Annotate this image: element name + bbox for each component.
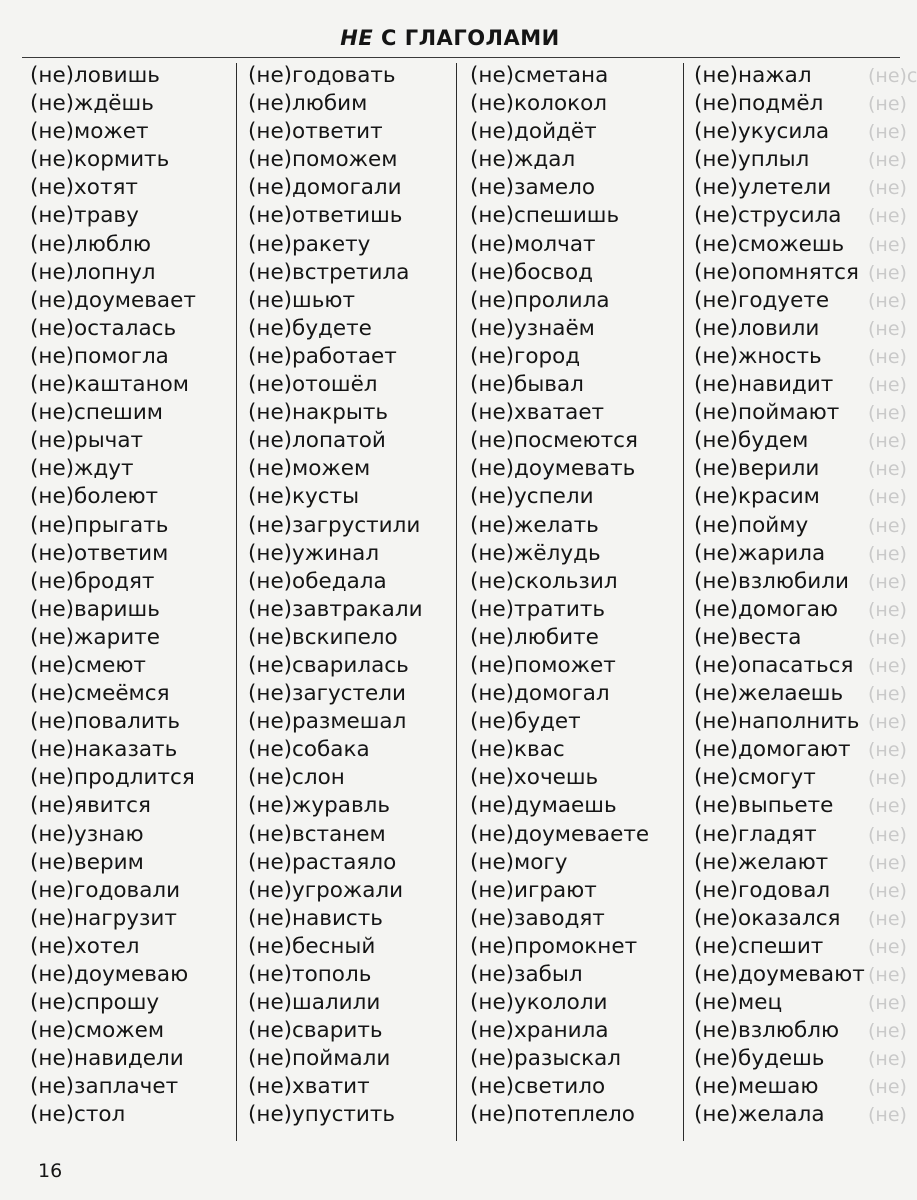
word-item: (не)хватает	[470, 400, 605, 426]
word-item: (не)размешал	[248, 709, 407, 735]
bleed-text: (не)	[868, 1020, 907, 1043]
word-item: (не)нагрузит	[30, 905, 177, 931]
word-item: (не)домогали	[248, 175, 402, 201]
word-item: (не)босвод	[470, 259, 593, 285]
bleed-text: (не)	[868, 542, 907, 565]
word-item: (не)можем	[248, 456, 371, 482]
word-item: (не)спешишь	[470, 203, 620, 229]
facing-page-bleed	[862, 62, 917, 1130]
word-item: (не)доумевают	[694, 962, 865, 987]
bleed-text: (не)	[868, 598, 907, 621]
bleed-text: (не)	[868, 233, 907, 256]
bleed-text: (не)	[868, 795, 907, 818]
word-item: (не)хранила	[470, 1018, 609, 1044]
bleed-text: (не)	[868, 205, 907, 228]
word-item: (не)тратить	[470, 596, 606, 622]
word-item: (не)жарила	[694, 540, 826, 566]
word-item: (не)встанем	[248, 821, 386, 847]
title-divider	[22, 57, 900, 58]
word-item: (не)будешь	[694, 1046, 825, 1072]
word-item: (не)доумевает	[30, 287, 196, 313]
word-item: (не)стол	[30, 1102, 126, 1128]
word-item: (не)сварить	[248, 1018, 383, 1044]
word-item: (не)тополь	[248, 962, 372, 987]
word-item: (не)явится	[30, 793, 151, 819]
word-item: (не)осталась	[30, 315, 177, 341]
bleed-text: (не)	[868, 1104, 907, 1127]
bleed-text: (не)	[868, 851, 907, 874]
word-item: (не)домогал	[470, 681, 610, 707]
word-item: (не)любите	[470, 624, 599, 650]
word-item: (не)уплыл	[694, 147, 810, 173]
word-item: (не)может	[30, 119, 149, 145]
word-item: (не)спешим	[30, 400, 164, 426]
word-item: (не)угрожали	[248, 877, 404, 903]
word-item: (не)узнаём	[470, 315, 595, 341]
bleed-text: (не)	[868, 345, 907, 368]
word-item: (не)работает	[248, 343, 397, 369]
bleed-text: (не)	[868, 683, 907, 706]
bleed-text: (не)	[868, 289, 907, 312]
bleed-text: (не)	[868, 907, 907, 930]
bleed-text: (не)	[868, 317, 907, 340]
word-item: (не)разыскал	[470, 1046, 622, 1072]
word-item: (не)мешаю	[694, 1074, 819, 1100]
word-item: (не)кусты	[248, 484, 360, 510]
word-item: (не)прыгать	[30, 512, 169, 538]
word-item: (не)светило	[470, 1074, 606, 1100]
bleed-text: (не)	[868, 1048, 907, 1071]
word-item: (не)взлюбили	[694, 568, 849, 594]
word-item: (не)мец	[694, 990, 783, 1016]
word-item: (не)хотят	[30, 175, 138, 201]
word-item: (не)желаешь	[694, 681, 844, 707]
word-item: (не)сможешь	[694, 231, 845, 257]
word-item: (не)люблю	[30, 231, 152, 257]
word-item: (не)шьют	[248, 287, 356, 313]
word-item: (не)подмёл	[694, 91, 824, 117]
word-item: (не)хватит	[248, 1074, 370, 1100]
word-item: (не)повалить	[30, 709, 181, 735]
word-item: (не)жность	[694, 343, 822, 369]
word-item: (не)годуете	[694, 287, 830, 313]
word-item: (не)желала	[694, 1102, 825, 1128]
bleed-text: (не)	[868, 149, 907, 172]
word-item: (не)квас	[470, 737, 565, 763]
bleed-text: (не)	[868, 1076, 907, 1099]
word-item: (не)будем	[694, 428, 809, 454]
word-item: (не)ловишь	[30, 63, 160, 88]
word-item: (не)собака	[248, 737, 370, 763]
word-item: (не)жарите	[30, 624, 160, 650]
word-item: (не)встретила	[248, 259, 410, 285]
word-item: (не)доумеваю	[30, 962, 189, 987]
word-item: (не)навидели	[30, 1046, 184, 1072]
word-item: (не)замело	[470, 175, 596, 201]
word-item: (не)отошёл	[248, 372, 378, 398]
word-item: (не)выпьете	[694, 793, 834, 819]
word-item: (не)ждал	[470, 147, 576, 173]
bleed-text: (не)	[868, 654, 907, 677]
column-divider	[683, 63, 684, 1141]
word-item: (не)посмеются	[470, 428, 638, 454]
word-item: (не)обедала	[248, 568, 387, 594]
word-item: (не)спешит	[694, 933, 824, 959]
word-item: (не)поймают	[694, 400, 840, 426]
word-item: (не)дойдёт	[470, 119, 597, 145]
bleed-text: (не)	[868, 458, 907, 481]
bleed-text: (не)	[868, 935, 907, 958]
word-item: (не)бывал	[470, 372, 584, 398]
page-title	[0, 26, 900, 50]
word-item: (не)доумевать	[470, 456, 636, 482]
word-item: (не)гладят	[694, 821, 817, 847]
bleed-text: (не)	[868, 767, 907, 790]
word-item: (не)будете	[248, 315, 372, 341]
word-item: (не)взлюблю	[694, 1018, 840, 1044]
bleed-text: (не)	[868, 514, 907, 537]
word-item: (не)растаяло	[248, 849, 397, 875]
word-item: (не)лопатой	[248, 428, 386, 454]
page-title-rest: С ГЛАГОЛАМИ	[373, 26, 560, 50]
word-item: (не)любим	[248, 91, 368, 117]
word-item: (не)спрошу	[30, 990, 160, 1016]
word-item: (не)красим	[694, 484, 820, 510]
word-item: (не)наказать	[30, 737, 178, 763]
bleed-text: (не)	[868, 486, 907, 509]
word-item: (не)сможем	[30, 1018, 165, 1044]
word-item: (не)промокнет	[470, 933, 638, 959]
word-item: (не)лопнул	[30, 259, 156, 285]
word-item: (не)жёлудь	[470, 540, 601, 566]
word-item: (не)рычат	[30, 428, 144, 454]
word-item: (не)хочешь	[470, 765, 599, 791]
word-item: (не)будет	[470, 709, 581, 735]
word-item: (не)укусила	[694, 119, 830, 145]
word-item: (не)ждут	[30, 456, 134, 482]
word-column-2	[248, 62, 423, 1130]
word-item: (не)смеют	[30, 652, 146, 678]
word-item: (не)желают	[694, 849, 829, 875]
word-item: (не)наполнить	[694, 709, 860, 735]
word-item: (не)накрыть	[248, 400, 389, 426]
word-item: (не)ответим	[30, 540, 169, 566]
word-item: (не)домогаю	[694, 596, 839, 622]
word-item: (не)смеёмся	[30, 681, 170, 707]
word-item: (не)забыл	[470, 962, 583, 987]
word-item: (не)опасаться	[694, 652, 854, 678]
bleed-text: (не)с	[868, 65, 917, 87]
bleed-text: (не)	[868, 93, 907, 116]
word-item: (не)ждёшь	[30, 91, 154, 117]
bleed-text: (не)	[868, 121, 907, 144]
word-item: (не)загрустили	[248, 512, 421, 538]
word-item: (не)поможем	[248, 147, 398, 173]
word-item: (не)бесный	[248, 933, 376, 959]
word-item: (не)укололи	[470, 990, 608, 1016]
word-item: (не)ответишь	[248, 203, 403, 229]
word-item: (не)пойму	[694, 512, 809, 538]
word-item: (не)навидит	[694, 372, 834, 398]
word-item: (не)доумеваете	[470, 821, 650, 847]
word-item: (не)помогла	[30, 343, 169, 369]
bleed-text: (не)	[868, 430, 907, 453]
word-item: (не)колокол	[470, 91, 607, 117]
page-title-ne: НЕ	[340, 26, 374, 50]
word-item: (не)сметана	[470, 63, 609, 88]
word-item: (не)годовал	[694, 877, 831, 903]
word-item: (не)завтракали	[248, 596, 423, 622]
word-item: (не)журавль	[248, 793, 391, 819]
word-item: (не)думаешь	[470, 793, 617, 819]
word-item: (не)ловили	[694, 315, 820, 341]
word-item: (не)сварилась	[248, 652, 409, 678]
word-column-4	[694, 62, 865, 1130]
word-item: (не)скользил	[470, 568, 618, 594]
word-item: (не)бродят	[30, 568, 155, 594]
word-item: (не)шалили	[248, 990, 381, 1016]
word-item: (не)кормить	[30, 147, 170, 173]
word-item: (не)пролила	[470, 287, 610, 313]
word-item: (не)верим	[30, 849, 144, 875]
bleed-text: (не)	[868, 402, 907, 425]
word-item: (не)успели	[470, 484, 594, 510]
word-item: (не)нависть	[248, 905, 383, 931]
word-item: (не)ответит	[248, 119, 383, 145]
word-column-1	[30, 62, 196, 1130]
word-item: (не)упустить	[248, 1102, 396, 1128]
word-item: (не)опомнятся	[694, 259, 859, 285]
bleed-text: (не)	[868, 879, 907, 902]
bleed-text: (не)	[868, 964, 907, 986]
bleed-text: (не)	[868, 261, 907, 284]
word-item: (не)варишь	[30, 596, 160, 622]
word-column-3	[470, 62, 649, 1130]
word-item: (не)играют	[470, 877, 597, 903]
bleed-text: (не)	[868, 626, 907, 649]
page-number: 16	[38, 1160, 63, 1182]
bleed-text: (не)	[868, 177, 907, 200]
column-divider	[456, 63, 457, 1141]
word-item: (не)улетели	[694, 175, 832, 201]
word-item: (не)смогут	[694, 765, 816, 791]
word-item: (не)молчат	[470, 231, 596, 257]
word-item: (не)годовали	[30, 877, 181, 903]
word-item: (не)город	[470, 343, 581, 369]
bleed-text: (не)	[868, 823, 907, 846]
column-divider	[236, 63, 237, 1141]
word-item: (не)годовать	[248, 63, 396, 88]
word-item: (не)узнаю	[30, 821, 144, 847]
word-item: (не)поймали	[248, 1046, 391, 1072]
word-item: (не)желать	[470, 512, 599, 538]
word-item: (не)веста	[694, 624, 802, 650]
word-item: (не)струсила	[694, 203, 842, 229]
bleed-text: (не)	[868, 374, 907, 397]
word-item: (не)ракету	[248, 231, 371, 257]
word-item: (не)могу	[470, 849, 568, 875]
word-item: (не)болеют	[30, 484, 159, 510]
word-item: (не)ужинал	[248, 540, 380, 566]
word-item: (не)заплачет	[30, 1074, 179, 1100]
word-item: (не)оказался	[694, 905, 841, 931]
word-item: (не)вскипело	[248, 624, 398, 650]
word-item: (не)загустели	[248, 681, 406, 707]
word-item: (не)нажал	[694, 63, 812, 88]
word-item: (не)продлится	[30, 765, 195, 791]
bleed-text: (не)	[868, 711, 907, 734]
word-item: (не)слон	[248, 765, 345, 791]
word-item: (не)траву	[30, 203, 139, 229]
word-item: (не)заводят	[470, 905, 605, 931]
word-item: (не)верили	[694, 456, 820, 482]
bleed-text: (не)	[868, 570, 907, 593]
word-item: (не)потеплело	[470, 1102, 635, 1128]
bleed-text: (не)	[868, 739, 907, 762]
word-item: (не)хотел	[30, 933, 140, 959]
bleed-text: (не)	[868, 992, 907, 1015]
word-item: (не)домогают	[694, 737, 851, 763]
word-item: (не)поможет	[470, 652, 616, 678]
word-item: (не)каштаном	[30, 372, 190, 398]
